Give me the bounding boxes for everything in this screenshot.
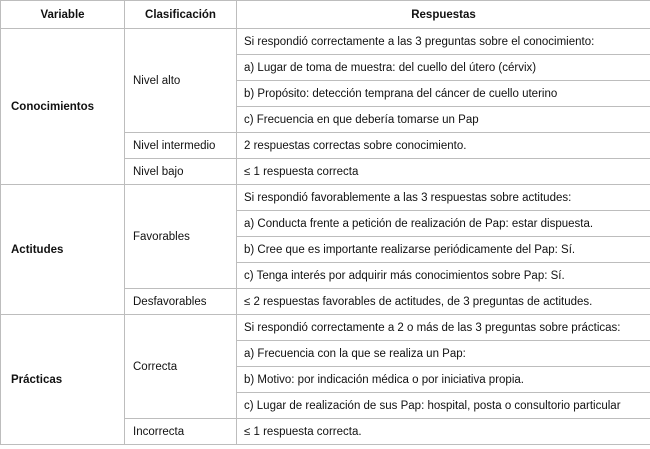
respuesta-cell: c) Frecuencia en que debería tomarse un Pap: [237, 107, 650, 133]
variable-practicas: Prácticas: [1, 315, 125, 445]
header-row: [1, 1, 650, 29]
clasificacion-incorrecta: Incorrecta: [125, 419, 237, 445]
respuesta-cell: ≤ 1 respuesta correcta: [237, 159, 650, 185]
respuesta-cell: 2 respuestas correctas sobre conocimiento.: [237, 133, 650, 159]
respuesta-cell: a) Frecuencia con la que se realiza un Pap:: [237, 341, 650, 367]
clasificacion-nivel-bajo: Nivel bajo: [125, 159, 237, 185]
header-variable: Variable: [1, 1, 125, 29]
table-row: [1, 315, 650, 341]
respuesta-cell: ≤ 1 respuesta correcta.: [237, 419, 650, 445]
respuesta-cell: b) Propósito: detección temprana del cáncer de cuello uterino: [237, 81, 650, 107]
clasificacion-correcta: Correcta: [125, 315, 237, 419]
table-row: [1, 185, 650, 211]
respuesta-cell: ≤ 2 respuestas favorables de actitudes, de 3 preguntas de actitudes.: [237, 289, 650, 315]
clasificacion-desfavorables: Desfavorables: [125, 289, 237, 315]
respuesta-cell: b) Motivo: por indicación médica o por iniciativa propia.: [237, 367, 650, 393]
respuesta-cell: Si respondió correctamente a las 3 preguntas sobre el conocimiento:: [237, 29, 650, 55]
respuesta-cell: c) Tenga interés por adquirir más conocimientos sobre Pap: Sí.: [237, 263, 650, 289]
respuesta-cell: c) Lugar de realización de sus Pap: hospital, posta o consultorio particular: [237, 393, 650, 419]
respuesta-cell: b) Cree que es importante realizarse periódicamente del Pap: Sí.: [237, 237, 650, 263]
clasificacion-nivel-alto: Nivel alto: [125, 29, 237, 133]
clasificacion-favorables: Favorables: [125, 185, 237, 289]
variable-conocimientos: Conocimientos: [1, 29, 125, 185]
header-respuestas: Respuestas: [237, 1, 650, 29]
variable-actitudes: Actitudes: [1, 185, 125, 315]
respuesta-cell: Si respondió correctamente a 2 o más de las 3 preguntas sobre prácticas:: [237, 315, 650, 341]
respuesta-cell: Si respondió favorablemente a las 3 respuestas sobre actitudes:: [237, 185, 650, 211]
respuesta-cell: a) Conducta frente a petición de realización de Pap: estar dispuesta.: [237, 211, 650, 237]
clasificacion-nivel-intermedio: Nivel intermedio: [125, 133, 237, 159]
respuesta-cell: a) Lugar de toma de muestra: del cuello del útero (cérvix): [237, 55, 650, 81]
table-row: [1, 29, 650, 55]
header-clasificacion: Clasificación: [125, 1, 237, 29]
